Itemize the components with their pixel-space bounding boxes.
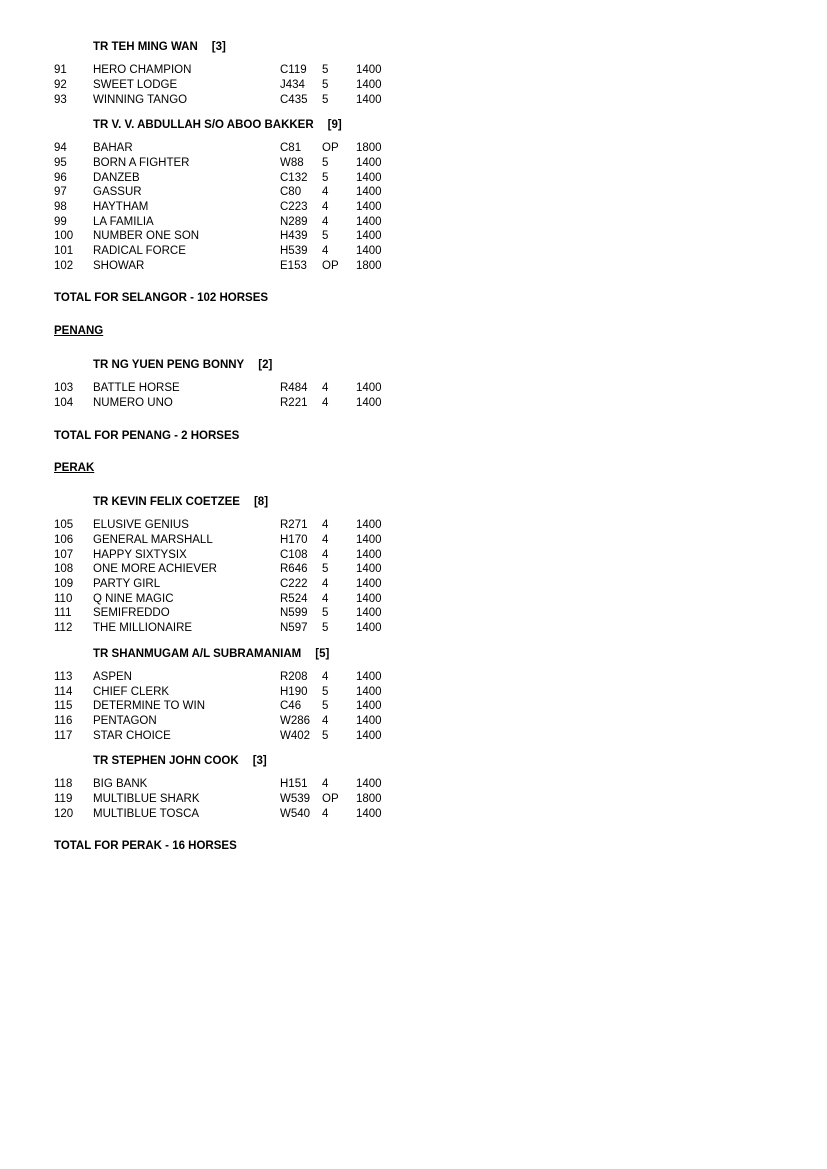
horse-age: OP xyxy=(322,260,339,272)
horse-distance: 1400 xyxy=(356,519,382,531)
horse-number: 110 xyxy=(54,593,73,605)
horse-name: Q NINE MAGIC xyxy=(93,593,174,605)
horse-name: BATTLE HORSE xyxy=(93,382,180,394)
horse-code: R646 xyxy=(280,563,308,575)
horse-number: 98 xyxy=(54,201,67,213)
horse-number: 111 xyxy=(54,607,72,619)
horse-name: PENTAGON xyxy=(93,715,157,727)
horse-distance: 1400 xyxy=(356,94,382,106)
horse-age: 5 xyxy=(322,64,329,76)
horse-code: W539 xyxy=(280,793,311,805)
horse-number: 108 xyxy=(54,563,74,575)
horse-age: 5 xyxy=(322,230,329,242)
horse-code: H190 xyxy=(280,686,308,698)
horse-age: 4 xyxy=(322,671,329,683)
horse-distance: 1800 xyxy=(356,793,382,805)
horse-age: 5 xyxy=(322,94,329,106)
trainer-horse-count: [5] xyxy=(315,648,330,660)
horse-code: C80 xyxy=(280,186,302,198)
horse-name: DANZEB xyxy=(93,172,140,184)
horse-code: W88 xyxy=(280,157,304,169)
trainer-name: TR NG YUEN PENG BONNY xyxy=(93,359,245,371)
horse-row xyxy=(0,686,827,701)
horse-number: 91 xyxy=(54,64,67,76)
horse-row xyxy=(0,593,827,608)
horse-number: 118 xyxy=(54,778,73,790)
horse-code: C119 xyxy=(280,64,307,76)
horse-distance: 1400 xyxy=(356,186,382,198)
horse-age: 5 xyxy=(322,157,329,169)
horse-age: 5 xyxy=(322,563,329,575)
horse-code: H151 xyxy=(280,778,308,790)
horse-code: R484 xyxy=(280,382,308,394)
horse-row xyxy=(0,186,827,201)
horse-code: N597 xyxy=(280,622,308,634)
horse-code: C108 xyxy=(280,549,308,561)
horse-number: 93 xyxy=(54,94,67,106)
horse-distance: 1400 xyxy=(356,230,382,242)
horse-name: SHOWAR xyxy=(93,260,145,272)
horse-number: 94 xyxy=(54,142,67,154)
horse-name: HERO CHAMPION xyxy=(93,64,192,76)
horse-name: GENERAL MARSHALL xyxy=(93,534,213,546)
trainer-name: TR V. V. ABDULLAH S/O ABOO BAKKER xyxy=(93,119,314,131)
horse-row xyxy=(0,142,827,157)
trainer-name: TR TEH MING WAN xyxy=(93,41,198,53)
horse-row xyxy=(0,778,827,793)
horse-code: H539 xyxy=(280,245,308,257)
horse-number: 117 xyxy=(54,730,73,742)
horse-row xyxy=(0,715,827,730)
horse-age: 5 xyxy=(322,730,329,742)
trainer-name: TR KEVIN FELIX COETZEE xyxy=(93,496,240,508)
horse-age: 5 xyxy=(322,172,329,184)
horse-age: 4 xyxy=(322,534,329,546)
horse-age: 4 xyxy=(322,808,329,820)
horse-row xyxy=(0,172,827,187)
horse-name: HAPPY SIXTYSIX xyxy=(93,549,187,561)
trainer-horse-count: [3] xyxy=(211,41,226,53)
horse-number: 96 xyxy=(54,172,67,184)
horse-distance: 1400 xyxy=(356,715,382,727)
horse-name: WINNING TANGO xyxy=(93,94,188,106)
section-total: TOTAL FOR SELANGOR - 102 HORSES xyxy=(54,292,269,304)
horse-distance: 1400 xyxy=(356,578,382,590)
horse-distance: 1400 xyxy=(356,700,382,712)
horse-distance: 1400 xyxy=(356,686,382,698)
horse-code: C222 xyxy=(280,578,308,590)
horse-name: THE MILLIONAIRE xyxy=(93,622,193,634)
horse-code: W540 xyxy=(280,808,311,820)
horse-distance: 1400 xyxy=(356,64,382,76)
horse-age: 4 xyxy=(322,778,329,790)
horse-name: SWEET LODGE xyxy=(93,79,178,91)
horse-name: GASSUR xyxy=(93,186,142,198)
horse-number: 92 xyxy=(54,79,67,91)
horse-name: CHIEF CLERK xyxy=(93,686,170,698)
horse-code: N599 xyxy=(280,607,308,619)
horse-row xyxy=(0,64,827,79)
horse-distance: 1800 xyxy=(356,260,382,272)
horse-name: STAR CHOICE xyxy=(93,730,171,742)
horse-row xyxy=(0,397,827,412)
horse-row xyxy=(0,700,827,715)
horse-number: 106 xyxy=(54,534,74,546)
horse-number: 120 xyxy=(54,808,74,820)
horse-number: 109 xyxy=(54,578,74,590)
trainer-name: TR STEPHEN JOHN COOK xyxy=(93,755,239,767)
horse-row xyxy=(0,94,827,109)
horse-age: 4 xyxy=(322,549,329,561)
horse-number: 101 xyxy=(54,245,74,257)
horse-code: C435 xyxy=(280,94,308,106)
horse-code: H439 xyxy=(280,230,308,242)
horse-row xyxy=(0,622,827,637)
horse-age: OP xyxy=(322,793,339,805)
trainer-heading xyxy=(93,755,267,767)
horse-distance: 1400 xyxy=(356,549,382,561)
horse-age: 5 xyxy=(322,607,329,619)
horse-age: 5 xyxy=(322,700,329,712)
horse-row xyxy=(0,534,827,549)
horse-name: RADICAL FORCE xyxy=(93,245,186,257)
horse-row xyxy=(0,245,827,260)
horse-name: BIG BANK xyxy=(93,778,148,790)
trainer-heading xyxy=(93,496,268,508)
horse-age: 4 xyxy=(322,245,329,257)
horse-name: ASPEN xyxy=(93,671,132,683)
trainer-horse-count: [3] xyxy=(252,755,267,767)
horse-name: BORN A FIGHTER xyxy=(93,157,190,169)
region-heading: PERAK xyxy=(54,462,95,474)
horse-number: 113 xyxy=(54,671,73,683)
horse-code: N289 xyxy=(280,216,308,228)
horse-number: 107 xyxy=(54,549,74,561)
horse-row xyxy=(0,382,827,397)
horse-number: 105 xyxy=(54,519,74,531)
horse-distance: 1400 xyxy=(356,157,382,169)
horse-row xyxy=(0,563,827,578)
horse-code: W286 xyxy=(280,715,311,727)
horse-distance: 1400 xyxy=(356,607,382,619)
horse-code: W402 xyxy=(280,730,311,742)
horse-code: H170 xyxy=(280,534,308,546)
horse-distance: 1400 xyxy=(356,397,382,409)
horse-number: 115 xyxy=(54,700,73,712)
horse-age: 5 xyxy=(322,622,329,634)
horse-age: 4 xyxy=(322,519,329,531)
horse-code: R208 xyxy=(280,671,308,683)
horse-distance: 1400 xyxy=(356,808,382,820)
horse-distance: 1400 xyxy=(356,245,382,257)
horse-code: C223 xyxy=(280,201,308,213)
horse-row xyxy=(0,793,827,808)
horse-distance: 1400 xyxy=(356,778,382,790)
trainer-heading xyxy=(93,119,342,131)
horse-number: 114 xyxy=(54,686,73,698)
trainer-heading xyxy=(93,41,226,53)
trainer-horse-count: [8] xyxy=(253,496,269,508)
horse-name: ELUSIVE GENIUS xyxy=(93,519,189,531)
horse-distance: 1800 xyxy=(356,142,382,154)
trainer-heading xyxy=(93,648,329,660)
horse-row xyxy=(0,216,827,231)
horse-number: 103 xyxy=(54,382,74,394)
horse-number: 119 xyxy=(54,793,73,805)
horse-distance: 1400 xyxy=(356,382,382,394)
horse-distance: 1400 xyxy=(356,216,382,228)
horse-number: 99 xyxy=(54,216,67,228)
horse-distance: 1400 xyxy=(356,730,382,742)
horse-row xyxy=(0,730,827,745)
horse-row xyxy=(0,230,827,245)
horse-distance: 1400 xyxy=(356,563,382,575)
horse-code: E153 xyxy=(280,260,307,272)
horse-age: 4 xyxy=(322,216,329,228)
horse-age: OP xyxy=(322,142,339,154)
horse-distance: 1400 xyxy=(356,172,382,184)
horse-name: ONE MORE ACHIEVER xyxy=(93,563,217,575)
horse-distance: 1400 xyxy=(356,534,382,546)
horse-age: 4 xyxy=(322,715,329,727)
horse-name: MULTIBLUE SHARK xyxy=(93,793,200,805)
horse-number: 97 xyxy=(54,186,67,198)
section-total: TOTAL FOR PENANG - 2 HORSES xyxy=(54,430,240,442)
horse-name: BAHAR xyxy=(93,142,133,154)
horse-number: 116 xyxy=(54,715,73,727)
horse-distance: 1400 xyxy=(356,593,382,605)
horse-number: 112 xyxy=(54,622,73,634)
trainer-horse-count: [2] xyxy=(258,359,273,371)
horse-number: 95 xyxy=(54,157,67,169)
horse-code: R524 xyxy=(280,593,308,605)
horse-number: 102 xyxy=(54,260,74,272)
horse-row xyxy=(0,607,827,622)
trainer-horse-count: [9] xyxy=(327,119,342,131)
horse-age: 5 xyxy=(322,79,329,91)
horse-code: R271 xyxy=(280,519,308,531)
horse-row xyxy=(0,808,827,823)
horse-age: 4 xyxy=(322,593,329,605)
horse-age: 4 xyxy=(322,382,329,394)
trainer-heading xyxy=(93,359,272,371)
horse-row xyxy=(0,549,827,564)
horse-number: 104 xyxy=(54,397,74,409)
section-total: TOTAL FOR PERAK - 16 HORSES xyxy=(54,840,237,852)
horse-row xyxy=(0,79,827,94)
horse-distance: 1400 xyxy=(356,622,382,634)
horse-distance: 1400 xyxy=(356,79,382,91)
horse-name: PARTY GIRL xyxy=(93,578,161,590)
horse-name: MULTIBLUE TOSCA xyxy=(93,808,200,820)
horse-row xyxy=(0,201,827,216)
horse-name: SEMIFREDDO xyxy=(93,607,170,619)
horse-code: C81 xyxy=(280,142,302,154)
horse-name: NUMERO UNO xyxy=(93,397,173,409)
horse-age: 4 xyxy=(322,397,329,409)
horse-code: C132 xyxy=(280,172,308,184)
horse-code: J434 xyxy=(280,79,305,91)
horse-row xyxy=(0,671,827,686)
horse-name: DETERMINE TO WIN xyxy=(93,700,206,712)
horse-distance: 1400 xyxy=(356,201,382,213)
horse-row xyxy=(0,519,827,534)
horse-number: 100 xyxy=(54,230,74,242)
horse-row xyxy=(0,157,827,172)
horse-distance: 1400 xyxy=(356,671,382,683)
horse-age: 4 xyxy=(322,201,329,213)
region-heading: PENANG xyxy=(54,325,104,337)
horse-name: HAYTHAM xyxy=(93,201,149,213)
horse-age: 4 xyxy=(322,186,329,198)
horse-code: C46 xyxy=(280,700,302,712)
horse-name: LA FAMILIA xyxy=(93,216,154,228)
trainer-name: TR SHANMUGAM A/L SUBRAMANIAM xyxy=(93,648,302,660)
horse-code: R221 xyxy=(280,397,308,409)
horse-row xyxy=(0,260,827,275)
horse-name: NUMBER ONE SON xyxy=(93,230,200,242)
horse-age: 4 xyxy=(322,578,329,590)
horse-row xyxy=(0,578,827,593)
horse-age: 5 xyxy=(322,686,329,698)
